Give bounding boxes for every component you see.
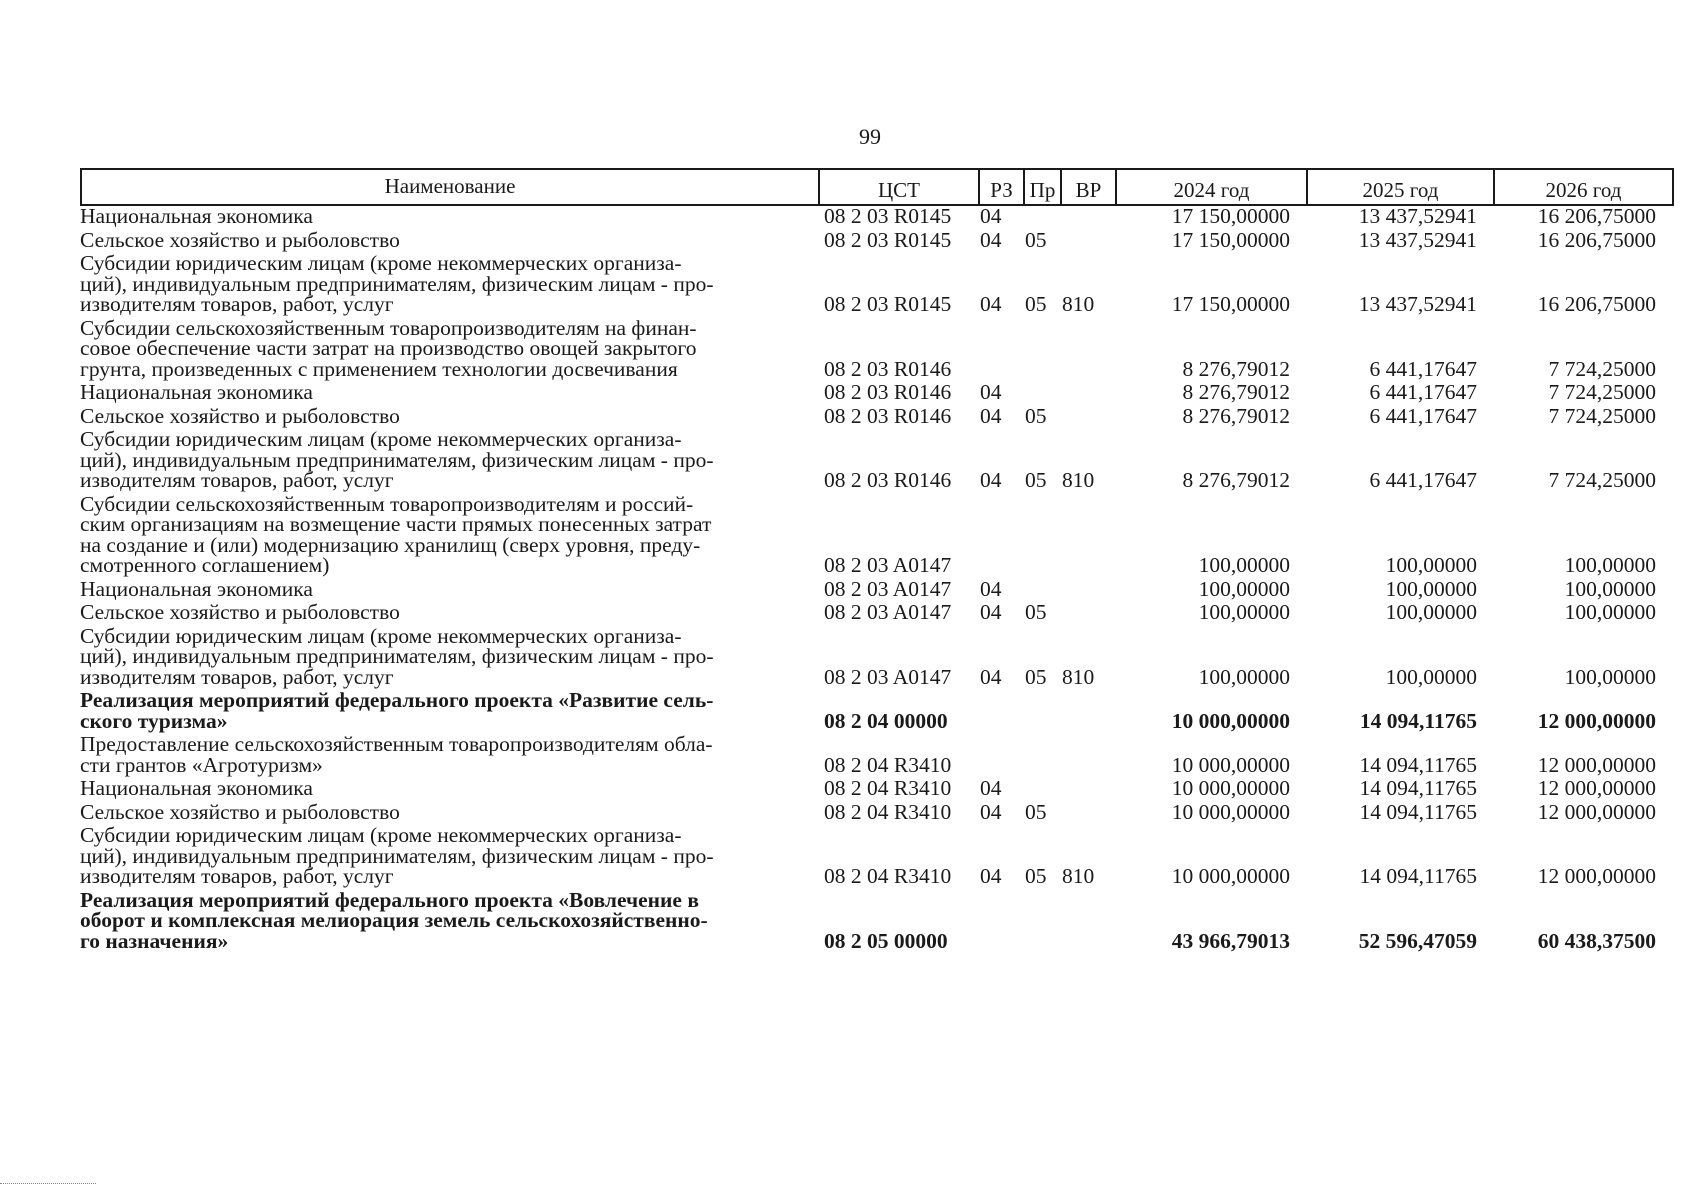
row-vr [1058,579,1113,600]
row-vr [1058,494,1113,576]
row-2026: 100,00000 [1564,553,1656,577]
page-number: 99 [859,124,881,149]
row-name-line: изводителям товаров, работ, услуг [80,664,394,689]
row-pr [1021,318,1058,380]
row-2024: 10 000,00000 [1171,752,1290,777]
row-name-line: Реализация мероприятий федерального проекта «Развитие сель- [80,688,714,712]
row-name-line: Реализация мероприятий федерального проекта «Вовлечение в [80,887,699,912]
row-cst: 08 2 04 R3410 [824,776,952,800]
row-pr [1021,494,1058,576]
table-row [80,403,1674,428]
row-2025: 13 437,52941 [1358,292,1477,316]
row-name-line: го назначения» [80,928,229,953]
divider [0,1183,96,1185]
row-name-line: смотренного соглашением) [80,553,330,577]
row-2026: 60 438,37500 [1537,928,1656,953]
row-name-line: Субсидии юридическим лицам (кроме некоммерческих организа- [80,823,682,847]
table-row [80,799,1674,824]
row-name-line: изводителям товаров, работ, услуг [80,468,394,492]
row-name [80,799,816,824]
row-rz [976,494,1021,576]
row-name-line: Субсидии сельскохозяйственным товаропроизводителям на финан- [80,315,697,340]
row-2024: 8 276,79012 [1182,380,1290,404]
row-2024: 8 276,79012 [1182,468,1290,492]
row-cst: 08 2 04 00000 [824,708,948,733]
row-rz: 04 [980,776,1002,800]
row-2026: 7 724,25000 [1548,468,1656,492]
table-row [80,253,1674,315]
row-2024: 100,00000 [1198,600,1290,624]
table-row [80,576,1674,601]
row-cst: 08 2 05 00000 [824,928,948,953]
row-name [80,825,816,887]
table-row [80,382,1674,403]
row-vr [1058,690,1113,731]
table-row [80,887,1674,953]
row-2026: 12 000,00000 [1537,864,1656,888]
row-2026: 7 724,25000 [1548,403,1656,428]
row-vr: 810 [1062,864,1095,888]
row-pr [1021,734,1058,775]
row-vr [1058,206,1113,227]
row-name [80,429,816,491]
row-2026: 100,00000 [1564,600,1656,624]
row-name-line: изводителям товаров, работ, услуг [80,292,394,316]
table-row [80,623,1674,689]
row-rz [976,890,1021,952]
row-2026: 12 000,00000 [1537,776,1656,800]
row-rz: 04 [980,864,1002,888]
row-name-line: Национальная экономика [80,776,313,800]
row-2025: 14 094,11765 [1359,776,1477,800]
row-2025: 14 094,11765 [1359,752,1477,777]
table-row [80,734,1674,775]
row-rz [976,318,1021,380]
row-name [80,403,816,428]
row-2025: 6 441,17647 [1369,380,1477,404]
row-2024: 10 000,00000 [1171,799,1290,824]
row-name [80,778,816,799]
row-name-line: совое обеспечение части затрат на производство овощей закрытого [80,336,697,360]
row-name-line: ским организациям на возмещение части прямых понесенных затрат [80,512,712,536]
row-name-line: ций), индивидуальным предпринимателям, физическим лицам - про- [80,271,714,296]
row-cst: 08 2 03 R0145 [824,227,952,252]
row-2026: 16 206,75000 [1537,204,1656,228]
row-2025: 6 441,17647 [1369,468,1477,492]
table-row [80,602,1674,623]
row-name [80,576,816,601]
row-cst: 08 2 03 R0145 [824,292,952,316]
row-rz: 04 [980,227,1002,252]
row-rz: 04 [980,576,1002,601]
row-pr [1021,890,1058,952]
row-vr [1058,406,1113,427]
row-name-line: Национальная экономика [80,380,313,404]
row-name-line: Субсидии юридическим лицам (кроме некоммерческих организа- [80,251,682,275]
row-name-line: Национальная экономика [80,204,313,228]
row-name-line: Сельское хозяйство и рыболовство [80,799,400,824]
row-name-line: Национальная экономика [80,576,313,601]
row-2024: 10 000,00000 [1171,864,1290,888]
row-vr [1058,802,1113,823]
row-vr [1058,382,1113,403]
row-2024: 17 150,00000 [1171,292,1290,316]
table-header [80,168,1674,206]
row-vr: 810 [1062,468,1095,492]
row-name-line: ского туризма» [80,708,228,733]
row-2025: 13 437,52941 [1358,204,1477,228]
row-2024: 100,00000 [1198,664,1290,689]
row-name-line: Сельское хозяйство и рыболовство [80,403,400,428]
row-rz: 04 [980,403,1002,428]
row-pr: 05 [1025,664,1047,689]
table-body [80,206,1674,954]
row-cst: 08 2 03 R0146 [824,356,952,381]
row-2026: 12 000,00000 [1537,708,1656,733]
header-2024: 2024 год [1115,170,1306,204]
row-pr [1021,690,1058,731]
header-cst: ЦСТ [818,170,978,204]
row-vr [1058,778,1113,799]
row-name [80,382,816,403]
row-name-line: ций), индивидуальным предпринимателям, физическим лицам - про- [80,644,714,668]
row-2026: 12 000,00000 [1537,752,1656,777]
row-rz: 04 [980,468,1002,492]
row-name-line: Предоставление сельскохозяйственным товаропроизводителям обла- [80,732,713,756]
table-row [80,206,1674,227]
row-cst: 08 2 04 R3410 [824,864,952,888]
row-rz: 04 [980,380,1002,404]
row-name [80,690,816,731]
table-row [80,227,1674,252]
row-2026: 16 206,75000 [1537,227,1656,252]
row-cst: 08 2 03 A0147 [824,600,952,624]
row-2025: 100,00000 [1385,600,1477,624]
row-2025: 13 437,52941 [1358,227,1477,252]
row-2026: 7 724,25000 [1548,356,1656,381]
row-vr: 810 [1062,292,1095,316]
row-2025: 100,00000 [1385,553,1477,577]
row-pr: 05 [1025,864,1047,888]
row-2024: 17 150,00000 [1171,227,1290,252]
row-2024: 8 276,79012 [1182,403,1290,428]
row-rz: 04 [980,799,1002,824]
row-2025: 52 596,47059 [1358,928,1477,953]
row-2025: 100,00000 [1385,664,1477,689]
row-name-line: на создание и (или) модернизацию хранилищ (сверх уровня, преду- [80,532,701,557]
header-2026: 2026 год [1493,170,1672,204]
row-vr [1058,318,1113,380]
row-cst: 08 2 03 A0147 [824,553,952,577]
row-pr: 05 [1025,403,1047,428]
row-2024: 17 150,00000 [1171,204,1290,228]
row-2026: 7 724,25000 [1548,380,1656,404]
header-vr: ВР [1060,170,1115,204]
header-pr: Пр [1023,170,1060,204]
row-rz: 04 [980,600,1002,624]
row-2025: 100,00000 [1385,576,1477,601]
row-cst: 08 2 04 R3410 [824,799,952,824]
row-rz: 04 [980,292,1002,316]
row-2024: 10 000,00000 [1171,776,1290,800]
row-2026: 100,00000 [1564,664,1656,689]
table-row [80,429,1674,491]
row-rz [976,734,1021,775]
row-pr [1021,382,1058,403]
row-name-line: Субсидии юридическим лицам (кроме некоммерческих организа- [80,623,682,648]
row-name [80,734,816,775]
header-rz: РЗ [978,170,1023,204]
row-pr: 05 [1025,468,1047,492]
row-name-line: Сельское хозяйство и рыболовство [80,227,400,252]
table-row [80,825,1674,887]
row-2026: 16 206,75000 [1537,292,1656,316]
row-2025: 14 094,11765 [1359,864,1477,888]
row-name-line: ций), индивидуальным предпринимателям, физическим лицам - про- [80,843,714,868]
table-row [80,778,1674,799]
row-cst: 08 2 03 R0146 [824,468,952,492]
row-name [80,602,816,623]
row-name-line: ций), индивидуальным предпринимателям, физическим лицам - про- [80,447,714,472]
row-rz: 04 [980,204,1002,228]
row-cst: 08 2 04 R3410 [824,752,952,777]
row-name-line: оборот и комплексная мелиорация земель сельскохозяйственно- [80,908,708,932]
row-2026: 12 000,00000 [1537,799,1656,824]
row-2025: 6 441,17647 [1369,356,1477,381]
row-pr: 05 [1025,227,1047,252]
row-pr [1021,206,1058,227]
row-name-line: Субсидии юридическим лицам (кроме некоммерческих организа- [80,427,682,451]
row-pr: 05 [1025,799,1047,824]
row-2025: 6 441,17647 [1369,403,1477,428]
row-name [80,253,816,315]
table-row [80,491,1674,577]
row-name [80,227,816,252]
row-cst: 08 2 03 R0146 [824,403,952,428]
table-row [80,315,1674,381]
row-2025: 14 094,11765 [1359,708,1477,733]
row-2025: 14 094,11765 [1359,799,1477,824]
row-rz: 04 [980,664,1002,689]
row-rz [976,690,1021,731]
row-vr: 810 [1062,664,1095,689]
row-name-line: Сельское хозяйство и рыболовство [80,600,400,624]
row-name-line: Субсидии сельскохозяйственным товаропроизводителям и россий- [80,491,694,516]
row-pr [1021,778,1058,799]
row-cst: 08 2 03 A0147 [824,664,952,689]
row-2024: 8 276,79012 [1182,356,1290,381]
row-name-line: грунта, произведенных с применением технологии досвечивания [80,356,678,381]
row-name [80,887,816,953]
row-name [80,491,816,577]
header-name: Наименование [384,174,516,198]
row-2024: 100,00000 [1198,553,1290,577]
row-pr: 05 [1025,600,1047,624]
row-pr [1021,579,1058,600]
row-name [80,623,816,689]
row-name-line: изводителям товаров, работ, услуг [80,864,394,888]
row-cst: 08 2 03 R0145 [824,204,952,228]
row-vr [1058,602,1113,623]
header-2025: 2025 год [1306,170,1493,204]
row-name-line: сти грантов «Агротуризм» [80,752,323,777]
table-row [80,690,1674,731]
row-vr [1058,890,1113,952]
row-2024: 43 966,79013 [1171,928,1290,953]
row-vr [1058,230,1113,251]
row-2024: 100,00000 [1198,576,1290,601]
row-2024: 10 000,00000 [1171,708,1290,733]
row-cst: 08 2 03 R0146 [824,380,952,404]
row-2026: 100,00000 [1564,576,1656,601]
row-vr [1058,734,1113,775]
row-cst: 08 2 03 A0147 [824,576,952,601]
row-name [80,315,816,381]
row-pr: 05 [1025,292,1047,316]
row-name [80,206,816,227]
